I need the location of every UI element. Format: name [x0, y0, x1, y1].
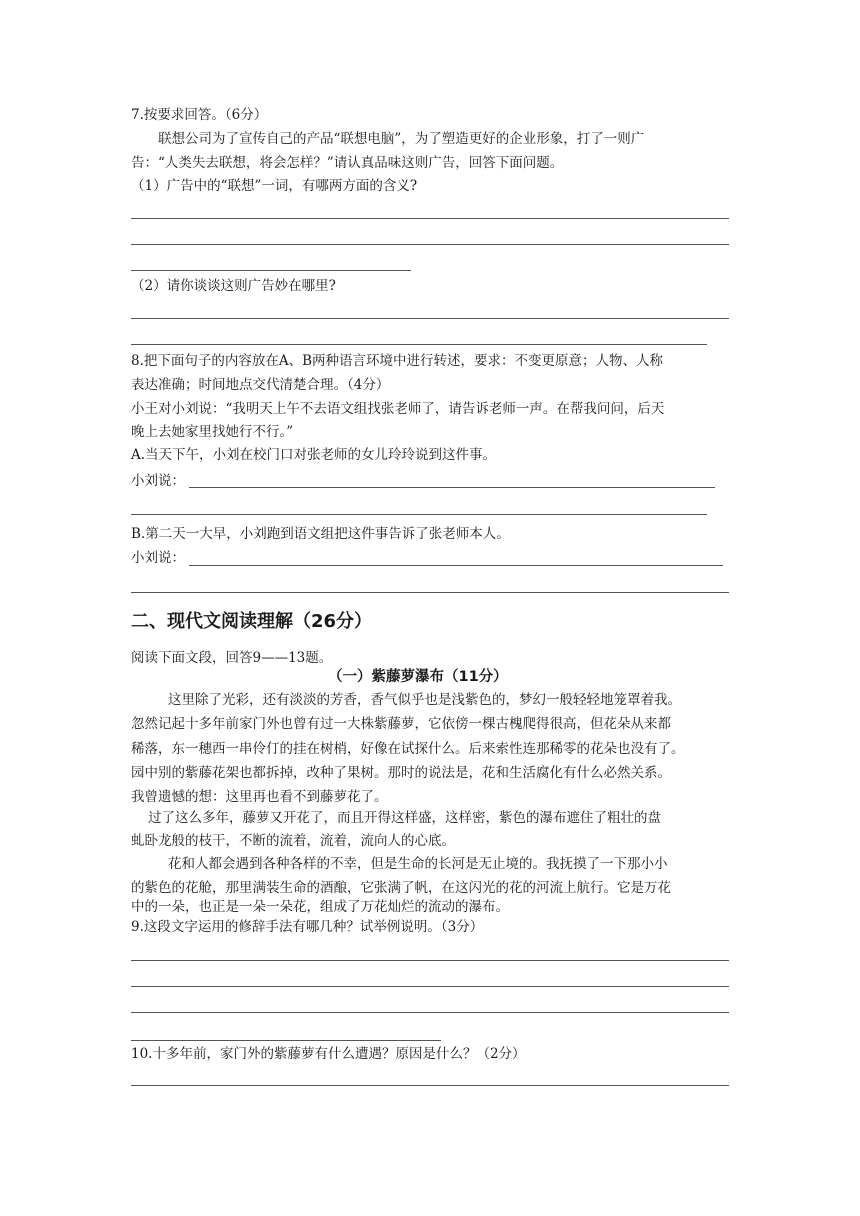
q10-question: 10.十多年前，家门外的紫藤萝有什么遭遇？原因是什么？（2分） — [131, 1046, 526, 1062]
answer-line[interactable] — [189, 565, 723, 566]
q8-a-label: 小刘说： — [131, 473, 185, 489]
answer-line[interactable] — [131, 986, 729, 987]
passage-p3-line-2: 的紫色的花舱，那里满装生命的酒酿，它张满了帆，在这闪光的花的河流上航行。它是万花 — [131, 880, 671, 896]
answer-line[interactable] — [131, 244, 729, 245]
q7-title: 7.按要求回答。（6分） — [131, 107, 268, 123]
passage-p2-line-2: 虬卧龙般的枝干，不断的流着，流着，流向人的心底。 — [131, 833, 455, 849]
q8-b-label: 小刘说： — [131, 550, 185, 566]
q8-title-line-1: 8.把下面句子的内容放在A、B两种语言环境中进行转述，要求：不变更原意；人物、人称 — [131, 353, 664, 369]
answer-line[interactable] — [131, 1040, 441, 1041]
answer-line[interactable] — [131, 218, 729, 219]
q8-quote-line-2: 晚上去她家里找她行不行。” — [131, 424, 294, 440]
q8-context-a: A.当天下午，小刘在校门口对张老师的女儿玲玲说到这件事。 — [131, 447, 497, 463]
answer-line[interactable] — [131, 270, 411, 271]
q7-paragraph-line-1: 联想公司为了宣传自己的产品“联想电脑”，为了塑造更好的企业形象，打了一则广 — [158, 131, 645, 147]
answer-line[interactable] — [131, 514, 707, 515]
answer-line[interactable] — [131, 1085, 729, 1086]
section-heading: 二、现代文阅读理解（26分） — [131, 611, 373, 632]
q9-question: 9.这段文字运用的修辞手法有哪几种？试举例说明。（3分） — [131, 919, 484, 935]
answer-line[interactable] — [131, 318, 729, 319]
passage-p3-line-3: 中的一朵，也正是一朵一朵花，组成了万花灿烂的流动的瀑布。 — [131, 899, 509, 915]
passage-p1-line-4: 园中别的紫藤花架也都拆掉，改种了果树。那时的说法是，花和生活腐化有什么必然关系。 — [131, 765, 671, 781]
reading-intro: 阅读下面文段，回答9——13题。 — [131, 650, 333, 666]
answer-line[interactable] — [131, 344, 707, 345]
passage-p1-line-1: 这里除了光彩，还有淡淡的芳香，香气似乎也是浅紫色的，梦幻一般轻轻地笼罩着我。 — [168, 692, 681, 708]
answer-line[interactable] — [131, 960, 729, 961]
q7-sub-question-1: （1）广告中的“联想”一词，有哪两方面的含义? — [131, 178, 418, 194]
q8-context-b: B.第二天一大早，小刘跑到语文组把这件事告诉了张老师本人。 — [131, 526, 510, 542]
passage-p3-line-1: 花和人都会遇到各种各样的不幸，但是生命的长河是无止境的。我抚摸了一下那小小 — [168, 856, 668, 872]
answer-line[interactable] — [131, 1012, 729, 1013]
passage-p1-line-2: 忽然记起十多年前家门外也曾有过一大株紫藤萝，它依傍一棵古槐爬得很高，但花朵从来都 — [131, 716, 671, 732]
passage-title: （一）紫藤萝瀑布（11分） — [328, 669, 508, 685]
q8-quote-line-1: 小王对小刘说：“我明天上午不去语文组找张老师了，请告诉老师一声。在帮我问问，后天 — [131, 401, 665, 417]
passage-p1-line-5: 我曾遗憾的想：这里再也看不到藤萝花了。 — [131, 789, 388, 805]
answer-line[interactable] — [131, 592, 729, 593]
q7-sub-question-2: （2）请你谈谈这则广告妙在哪里? — [131, 278, 336, 294]
passage-p1-line-3: 稀落，东一穗西一串伶仃的挂在树梢，好像在试探什么。后来索性连那稀零的花朵也没有了。 — [131, 741, 685, 757]
answer-line[interactable] — [189, 487, 715, 488]
passage-p2-line-1: 过了这么多年，藤萝又开花了，而且开得这样盛，这样密，紫色的瀑布遮住了粗壮的盘 — [148, 810, 661, 826]
q8-title-line-2: 表达准确；时间地点交代清楚合理。（4分） — [131, 377, 390, 393]
q7-paragraph-line-2: 告：“人类失去联想，将会怎样？”请认真品味这则广告，回答下面问题。 — [131, 155, 564, 171]
